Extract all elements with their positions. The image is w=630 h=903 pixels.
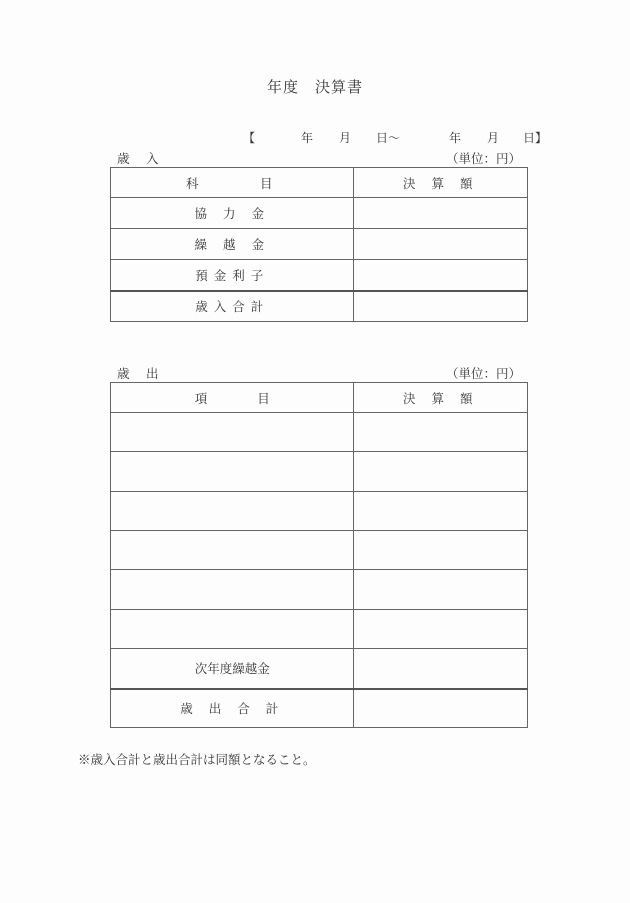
period-start-day: 日〜 xyxy=(376,131,401,145)
revenue-row xyxy=(111,229,528,260)
revenue-amount-cell[interactable] xyxy=(354,229,528,260)
expenditure-total-label: 歳 出 合 計 xyxy=(111,689,354,728)
expenditure-item-cell[interactable] xyxy=(111,610,354,649)
expenditure-row xyxy=(111,570,528,610)
expenditure-header-amount: 決 算 額 xyxy=(354,383,528,413)
expenditure-total-amount[interactable] xyxy=(354,689,528,728)
expenditure-section-label: 歳 出 xyxy=(117,366,161,381)
revenue-total-amount[interactable] xyxy=(354,291,528,322)
expenditure-amount-cell[interactable] xyxy=(354,570,528,610)
expenditure-total-row xyxy=(111,689,528,728)
expenditure-item-cell[interactable] xyxy=(111,570,354,610)
fiscal-period xyxy=(243,129,548,145)
period-end-month: 月 xyxy=(487,131,500,145)
revenue-row xyxy=(111,198,528,229)
expenditure-amount-cell[interactable] xyxy=(354,492,528,531)
revenue-item-cell: 協 力 金 xyxy=(111,198,354,229)
expenditure-row xyxy=(111,492,528,531)
expenditure-amount-cell[interactable] xyxy=(354,531,528,570)
document-title: 年度 決算書 xyxy=(266,78,363,96)
expenditure-amount-cell[interactable] xyxy=(354,413,528,452)
revenue-total-label: 歳入合計 xyxy=(111,291,354,322)
expenditure-row xyxy=(111,610,528,649)
expenditure-amount-cell[interactable] xyxy=(354,452,528,492)
revenue-row xyxy=(111,260,528,291)
expenditure-item-cell[interactable] xyxy=(111,413,354,452)
expenditure-carryover-row xyxy=(111,649,528,689)
expenditure-row xyxy=(111,413,528,452)
expenditure-header-item: 項 目 xyxy=(111,383,354,413)
expenditure-carryover-amount[interactable] xyxy=(354,649,528,689)
expenditure-amount-cell[interactable] xyxy=(354,610,528,649)
period-start-month: 月 xyxy=(339,131,352,145)
revenue-section-label: 歳 入 xyxy=(117,151,161,166)
expenditure-unit-label: （単位：円） xyxy=(446,366,522,381)
footnote: ※歳入合計と歳出合計は同額となること。 xyxy=(78,752,316,767)
expenditure-header-row xyxy=(111,383,528,413)
revenue-amount-cell[interactable] xyxy=(354,198,528,229)
expenditure-item-cell[interactable] xyxy=(111,531,354,570)
period-open-bracket: 【 xyxy=(243,131,256,145)
revenue-header-row xyxy=(111,168,528,198)
revenue-header-amount: 決 算 額 xyxy=(354,168,528,198)
expenditure-row xyxy=(111,531,528,570)
revenue-unit-label: （単位：円） xyxy=(446,151,522,166)
period-end-year: 年 xyxy=(449,131,462,145)
expenditure-item-cell[interactable] xyxy=(111,492,354,531)
revenue-amount-cell[interactable] xyxy=(354,260,528,291)
expenditure-item-cell[interactable] xyxy=(111,452,354,492)
expenditure-row xyxy=(111,452,528,492)
expenditure-table xyxy=(110,382,528,728)
revenue-table xyxy=(110,167,528,322)
period-end-day: 日】 xyxy=(523,131,548,145)
revenue-header-item: 科 目 xyxy=(111,168,354,198)
expenditure-carryover-label: 次年度繰越金 xyxy=(111,649,354,689)
revenue-item-cell: 預金利子 xyxy=(111,260,354,291)
period-start-year: 年 xyxy=(301,131,314,145)
revenue-item-cell: 繰 越 金 xyxy=(111,229,354,260)
revenue-total-row xyxy=(111,291,528,322)
